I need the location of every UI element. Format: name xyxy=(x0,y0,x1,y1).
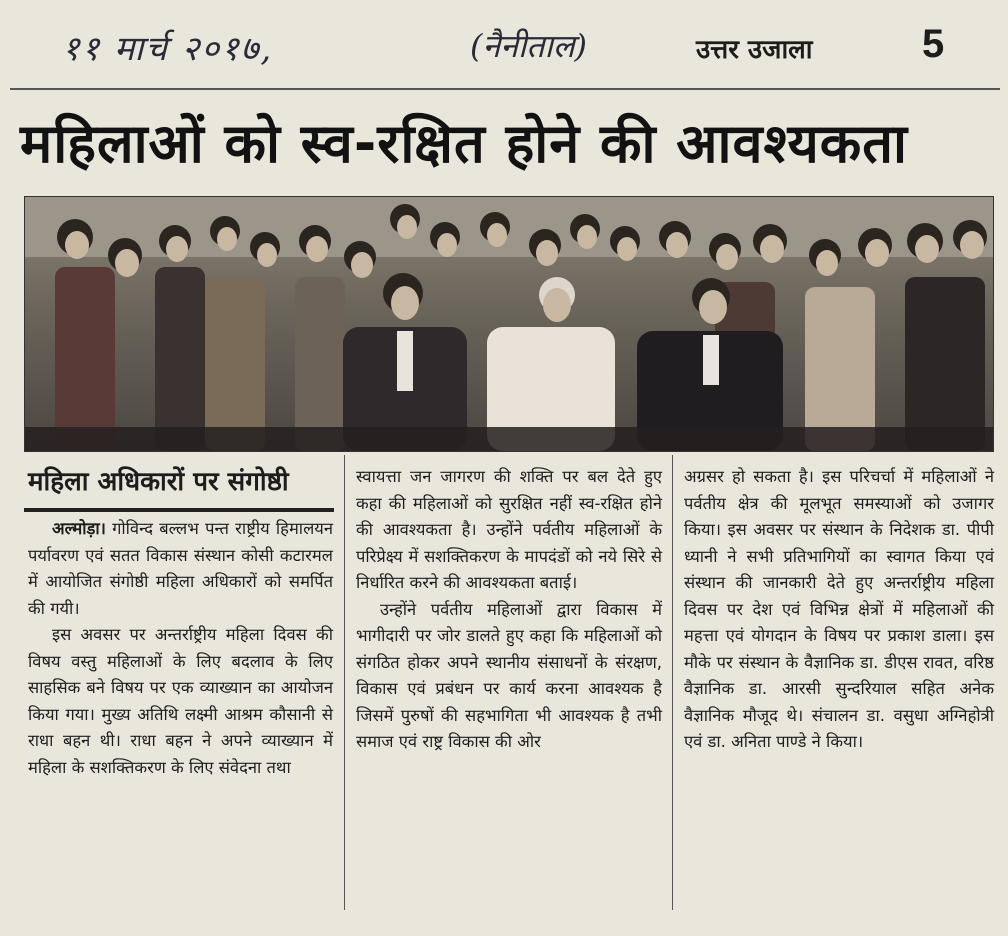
subheadline: महिला अधिकारों पर संगोष्ठी xyxy=(28,467,289,497)
article-column-3 xyxy=(684,464,994,756)
newspaper-name: उत्तर उजाला xyxy=(696,35,813,65)
handwritten-place: (नैनीताल) xyxy=(470,27,588,65)
page-number: 5 xyxy=(922,22,945,66)
handwritten-date: ११ मार्च २०१७, xyxy=(62,29,274,69)
article-column-2 xyxy=(356,464,662,756)
page-header xyxy=(10,8,1000,90)
paragraph: उन्होंने पर्वतीय महिलाओं द्वारा विकास में भागीदारी पर जोर डालते हुए कहा कि महिलाओं को संगठित होकर अपने स्थानीय संसाधनों के संरक्षण, विकास एवं प्रबंधन पर कार्य करना आवश्यक है जिसमें पुरुषों की सहभागिता भी आवश्यक है तभी समाज एवं राष्ट्र विकास की ओर xyxy=(356,599,662,751)
subheadline-rule xyxy=(24,508,334,512)
paragraph: इस अवसर पर अन्तर्राष्ट्रीय महिला दिवस की विषय वस्तु महिलाओं के लिए बदलाव के लिए साहसिक बने विषय पर एक व्याख्यान का आयोजन किया गया। मुख्य अतिथि लक्ष्मी आश्रम कौसानी से राधा बहन थी। राधा बहन ने अपने व्याख्यान में महिला के सशक्तिकरण के लिए संवेदना तथा xyxy=(28,625,333,777)
article-column-1 xyxy=(28,516,333,781)
paragraph: गोविन्द बल्लभ पन्त राष्ट्रीय हिमालयन पर्यावरण एवं सतत विकास संस्थान कोसी कटारमल में आयोजित संगोष्ठी महिला अधिकारों को समर्पित की गयी। xyxy=(28,519,333,618)
headline: महिलाओं को स्व-रक्षित होने की आवश्यकता xyxy=(20,112,909,175)
dateline: अल्मोड़ा। xyxy=(52,519,106,538)
group-photo-illustration xyxy=(25,197,993,451)
paragraph: अग्रसर हो सकता है। इस परिचर्चा में महिलाओं ने पर्वतीय क्षेत्र की मूलभूत समस्याओं को उजागर किया। इस अवसर पर संस्थान के निदेशक डा. पीपी ध्यानी ने सभी प्रतिभागियों का स्वागत किया एवं संस्थान की जानकारी देते हुए अन्तर्राष्ट्रीय महिला दिवस पर देश एवं विभिन्न क्षेत्रों में महिलाओं की महत्ता एवं योगदान के विषय पर प्रकाश डाला। इस मौके पर संस्थान के वैज्ञानिक डा. डीएस रावत, वरिष्ठ वैज्ञानिक डा. आरसी सुन्दरियाल सहित अनेक वैज्ञानिक मौजूद थे। संचालन डा. वसुधा अग्निहोत्री एवं डा. अनिता पाण्डे ने किया। xyxy=(684,467,994,751)
column-divider xyxy=(344,455,345,910)
paragraph: स्वायत्ता जन जागरण की शक्ति पर बल देते हुए कहा की महिलाओं को सुरक्षित नहीं स्व-रक्षित होने की आवश्यकता है। उन्होंने पर्वतीय महिलाओं के परिप्रेक्ष्य में सशक्तिकरण के मापदंडों को नये सिरे से निर्धारित करने की आवश्यकता बताई। xyxy=(356,467,662,592)
column-divider xyxy=(672,455,673,910)
group-photo xyxy=(24,196,994,452)
